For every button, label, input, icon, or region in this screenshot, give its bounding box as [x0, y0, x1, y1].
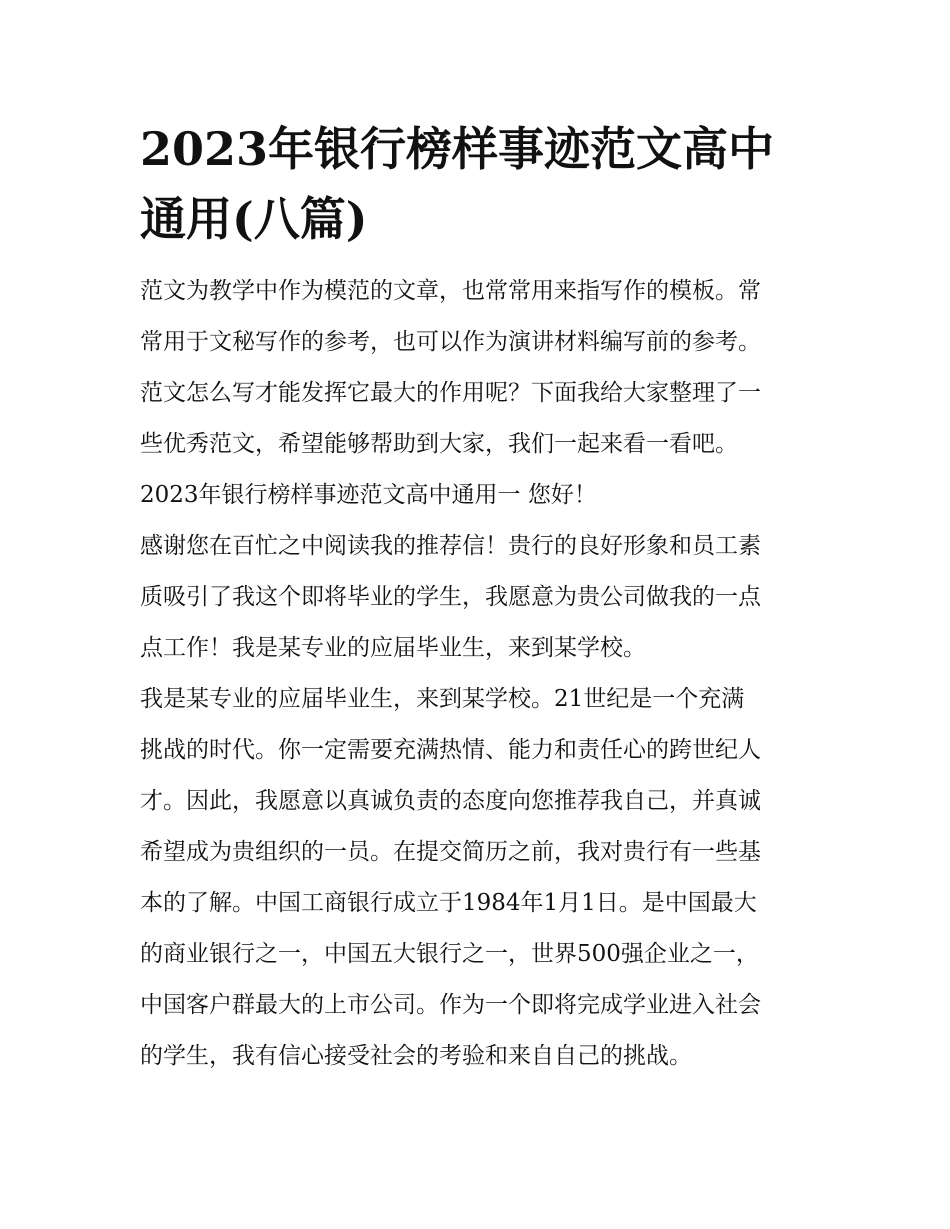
- intro-paragraph: [140, 266, 816, 470]
- text-line: 质吸引了我这个即将毕业的学生，我愿意为贵公司做我的一点: [140, 584, 761, 610]
- text-line: 常用于文秘写作的参考，也可以作为演讲材料编写前的参考。: [140, 329, 761, 355]
- text-line: 中国客户群最大的上市公司。作为一个即将完成学业进入社会: [140, 992, 761, 1018]
- body-paragraph: [140, 674, 816, 1082]
- text-line: 2023年银行榜样事迹范文高中通用一 您好！: [140, 482, 597, 508]
- text-line: 希望成为贵组织的一员。在提交简历之前，我对贵行有一些基: [140, 839, 761, 865]
- title-line: 通用(八篇): [140, 192, 368, 246]
- text-line: 的商业银行之一，中国五大银行之一，世界500强企业之一，: [140, 941, 759, 967]
- text-line: 我是某专业的应届毕业生，来到某学校。21世纪是一个充满: [140, 686, 745, 712]
- text-line: 感谢您在百忙之中阅读我的推荐信！贵行的良好形象和员工素: [140, 533, 761, 559]
- text-line: 才。因此，我愿意以真诚负责的态度向您推荐我自己，并真诚: [140, 788, 761, 814]
- title-line: 2023年银行榜样事迹范文高中: [140, 122, 775, 176]
- text-line: 挑战的时代。你一定需要充满热情、能力和责任心的跨世纪人: [140, 737, 761, 763]
- text-line: 点工作！我是某专业的应届毕业生，来到某学校。: [140, 635, 646, 661]
- text-line: 范文怎么写才能发挥它最大的作用呢？下面我给大家整理了一: [140, 380, 761, 406]
- document-title: [140, 114, 816, 254]
- text-line: 的学生，我有信心接受社会的考验和来自自己的挑战。: [140, 1043, 692, 1069]
- text-line: 些优秀范文，希望能够帮助到大家，我们一起来看一看吧。: [140, 431, 738, 457]
- section-heading-paragraph: [140, 470, 816, 521]
- body-paragraph: [140, 521, 816, 674]
- text-line: 范文为教学中作为模范的文章，也常常用来指写作的模板。常: [140, 278, 761, 304]
- text-line: 本的了解。中国工商银行成立于1984年1月1日。是中国最大: [140, 890, 757, 916]
- document-body: [140, 114, 816, 1082]
